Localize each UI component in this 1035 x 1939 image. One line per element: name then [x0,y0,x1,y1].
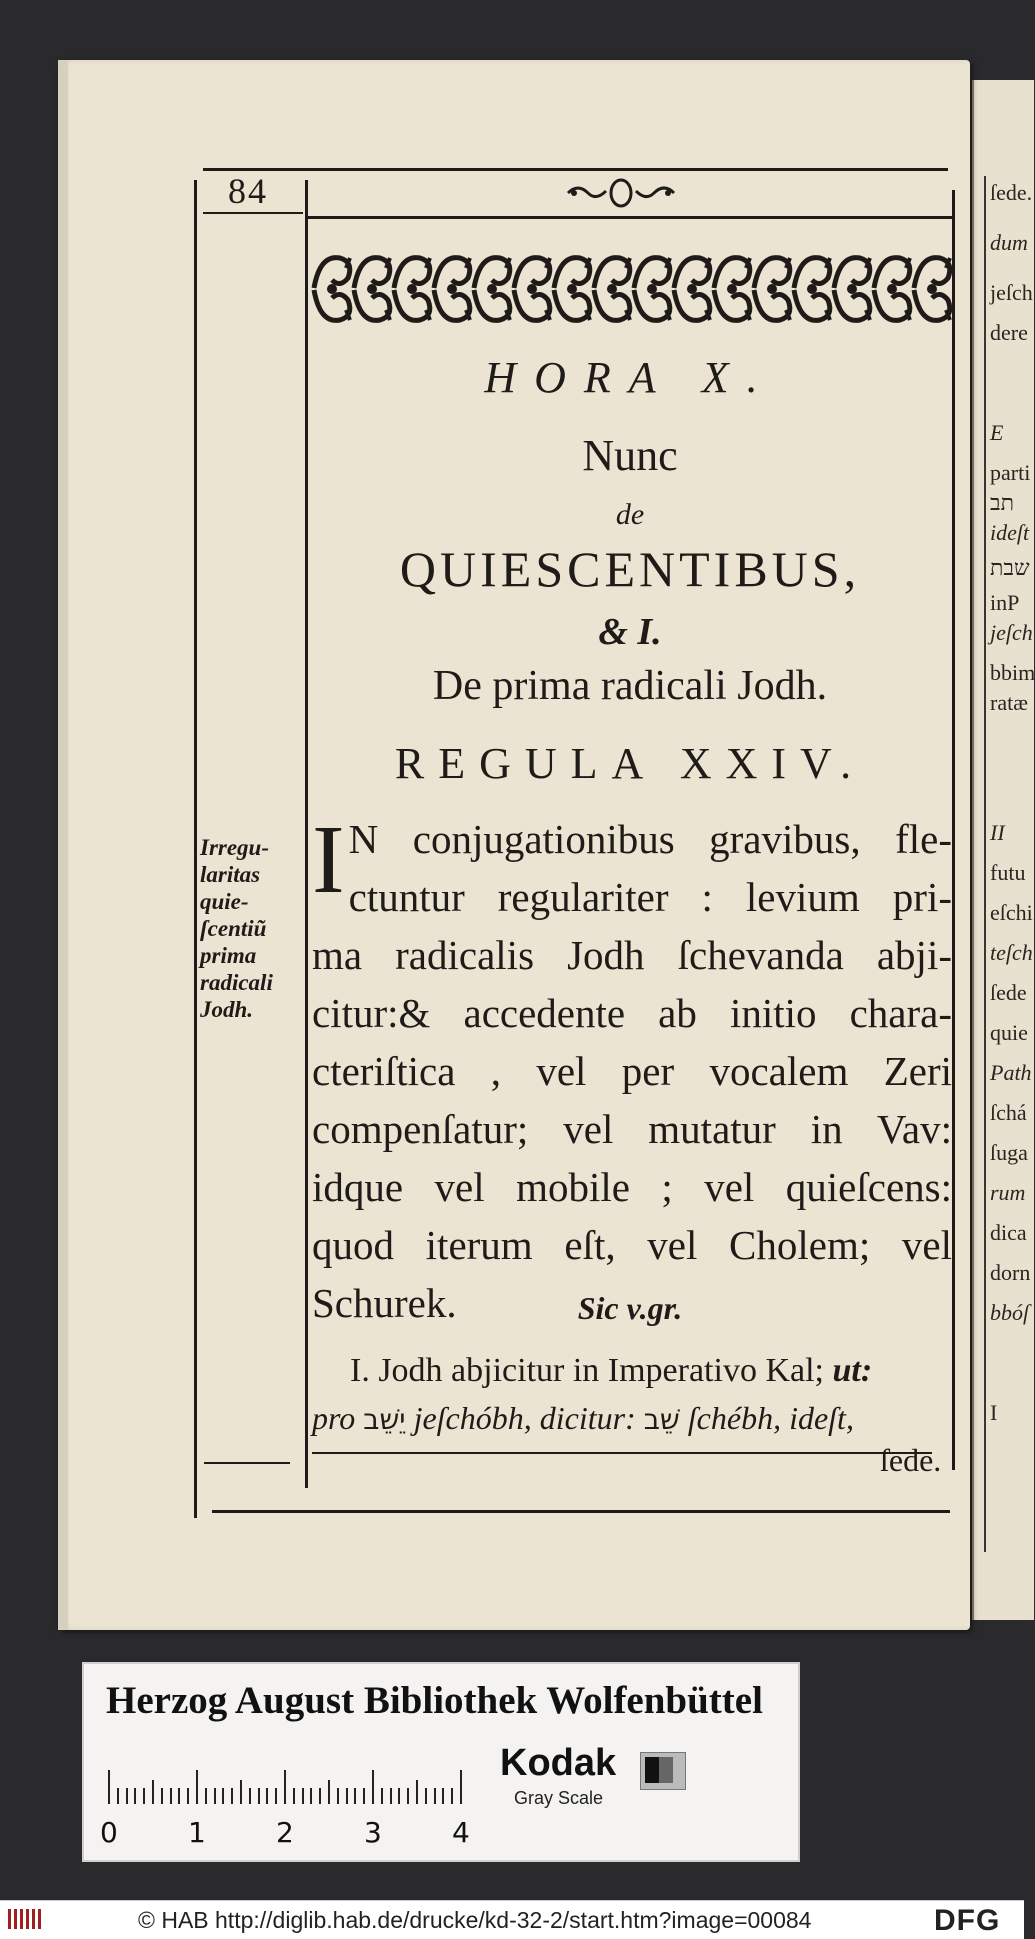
facing-page-fragment: bbóſ [990,1300,1030,1325]
ruler-tick [346,1788,348,1804]
heading-et-primum: & I. [598,611,662,653]
facing-page-fragment: teſch [990,940,1033,965]
example-item-1-text: I. Jodh abjicitur in Imperativo Kal; [350,1352,824,1389]
ruler-tick [258,1788,260,1804]
ruler-tick [425,1788,427,1804]
ruler-tick [205,1788,207,1804]
ruler-tick [372,1770,374,1804]
footer-bar [0,1900,1024,1939]
ruler-tick [319,1788,321,1804]
ruler-tick [126,1788,128,1804]
facing-page-fragment: dum [990,230,1028,255]
scale-ruler [100,1748,548,1849]
pro-word: pro [312,1400,356,1436]
hebrew-word-2: שֵׁב [643,1403,680,1436]
header-rule-left [203,212,303,214]
example-item-1-ut: ut: [832,1352,873,1389]
example-item-1 [350,1352,872,1390]
example-pro-line [312,1400,854,1437]
body-line: ctuntur regulariter : levium pri- [348,874,952,920]
ruler-tick [240,1780,242,1804]
ruler-tick [354,1788,356,1804]
ruler-tick [108,1770,110,1804]
heading-de-prima: De prima radicali Jodh. [432,663,828,709]
ruler-tick [293,1788,295,1804]
ruler-number: 1 [188,1816,206,1849]
facing-page-fragment: ſede. [990,180,1033,205]
ruler-tick [451,1788,453,1804]
card-title: Herzog August Bibliothek Wolfenbüttel [106,1679,763,1722]
frame-right [952,190,955,1470]
dfg-logo: DFG [934,1904,1001,1937]
body-line: N conjugationibus gravibus, fle- [348,816,952,862]
floral-ornament-band-icon [310,244,950,334]
ruler-tick [231,1788,233,1804]
facing-page-fragment: bbim [990,660,1035,685]
ruler-tick [381,1788,383,1804]
color-reference-card [82,1662,800,1862]
facing-page-fragment: dica [990,1220,1027,1245]
pro-line-end: ſchébh, ideſt, [687,1400,854,1436]
catchword: ſede. [880,1442,942,1478]
gray-swatch [640,1752,686,1790]
footer-url[interactable]: © HAB http://diglib.hab.de/drucke/kd-32-2/start.htm?image=00084 [138,1907,812,1933]
outer-frame-left [194,180,197,1518]
facing-page-fragment: parti [990,460,1031,485]
margin-note-line: Irregu- [200,835,270,860]
ruler-tick [363,1788,365,1804]
ruler-tick [249,1788,251,1804]
ruler-tick [442,1788,444,1804]
hebrew-word-1: יֵשֵׁב [363,1403,406,1436]
margin-note-line: Jodh. [200,997,254,1022]
body-line: quod iterum eſt, vel Cholem; vel [312,1222,952,1268]
text-foot-rule [312,1452,932,1454]
body-line: Schurek. [312,1280,457,1326]
facing-page-fragment: I [990,1400,998,1425]
ruler-tick [170,1788,172,1804]
facing-page-fragment: futu [990,860,1026,885]
facing-page-fragment: Path [990,1060,1032,1085]
facing-page-fragment: שבת [990,555,1030,580]
margin-note-line: radicali [200,970,273,995]
ruler-tick [214,1788,216,1804]
header-rule-main [308,216,953,219]
ruler-number: 3 [364,1816,382,1849]
facing-page-fragment: ſede [990,980,1027,1005]
facing-page-edge [972,80,1034,1620]
ruler-number: 2 [276,1816,294,1849]
facing-page-fragment: ſchá [990,1100,1027,1125]
ruler-tick [152,1780,154,1804]
example-heading: Sic v.gr. [577,1290,683,1326]
body-line: cteriſtica , vel per vocalem Zeri [312,1048,952,1094]
body-line: idque vel mobile ; vel quieſcens: [312,1164,952,1210]
ruler-tick [196,1770,198,1804]
margin-note-line: ſcentiũ [200,916,267,941]
ruler-tick [328,1780,330,1804]
ruler-tick [398,1788,400,1804]
ruler-tick [143,1788,145,1804]
ruler-tick [134,1788,136,1804]
facing-page-fragment: rum [990,1180,1026,1205]
facing-page-fragment: dere [990,320,1028,345]
margin-note [200,834,310,1023]
header-ornament-icon [566,175,676,211]
facing-page-fragment: ideſt [990,520,1030,545]
pro-line-mid: jeſchóbh, dicitur: [413,1400,636,1436]
drop-cap: I [312,806,345,914]
body-line: citur:& accedente ab initio chara- [312,990,952,1036]
margin-foot-rule [204,1462,290,1464]
heading-quiescentibus: QUIESCENTIBUS, [399,541,861,597]
header-rule [203,168,948,171]
margin-note-line: quie- [200,889,249,914]
ruler-number: 4 [452,1816,470,1849]
facing-page-fragment: eſchi [990,900,1033,925]
ruler-tick [284,1770,286,1804]
ruler-tick [187,1788,189,1804]
ruler-tick [416,1780,418,1804]
ruler-tick [117,1788,119,1804]
facing-page-fragment: jeſch [990,280,1033,305]
kodak-logo: Kodak [500,1742,617,1784]
ruler-tick [161,1788,163,1804]
facing-page-fragment: inP [990,590,1020,615]
page-gutter-shadow [58,60,68,1630]
ruler-tick [302,1788,304,1804]
ruler-tick [407,1788,409,1804]
ruler-tick [178,1788,180,1804]
facing-page-fragment: תב [990,490,1015,515]
heading-nunc: Nunc [582,431,678,480]
ruler-tick [222,1788,224,1804]
facing-page-fragment: ſuga [990,1140,1028,1165]
gray-scale-label: Gray Scale [514,1788,604,1808]
ruler-tick [390,1788,392,1804]
facing-page-fragment: II [990,820,1005,845]
page-number: 84 [228,171,268,211]
ruler-tick [460,1770,462,1804]
facing-page-rule [984,176,986,1552]
ruler-tick [434,1788,436,1804]
facing-page-fragment: quie [990,1020,1028,1045]
facing-page-fragment: E [990,420,1004,445]
footer-rule [212,1510,950,1513]
body-line: compenſatur; vel mutatur in Vav: [312,1106,952,1152]
chapter-heading: HORA X. [484,353,776,402]
margin-note-line: prima [200,943,257,968]
margin-note-line: laritas [200,862,261,887]
ruler-tick [337,1788,339,1804]
facing-page-fragment: jeſch [990,620,1033,645]
ruler-number: 0 [100,1816,118,1849]
facing-page-fragment: ratæ [990,690,1028,715]
rule-body-text [312,806,952,1332]
body-line: ma radicalis Jodh ſchevanda abji- [312,932,952,978]
hab-logo-icon [6,1907,46,1931]
rule-heading: REGULA XXIV. [394,739,866,788]
ruler-tick [266,1788,268,1804]
facing-page-fragment: dorn [990,1260,1031,1285]
ruler-tick [275,1788,277,1804]
heading-de: de [615,498,645,531]
ruler-tick [310,1788,312,1804]
